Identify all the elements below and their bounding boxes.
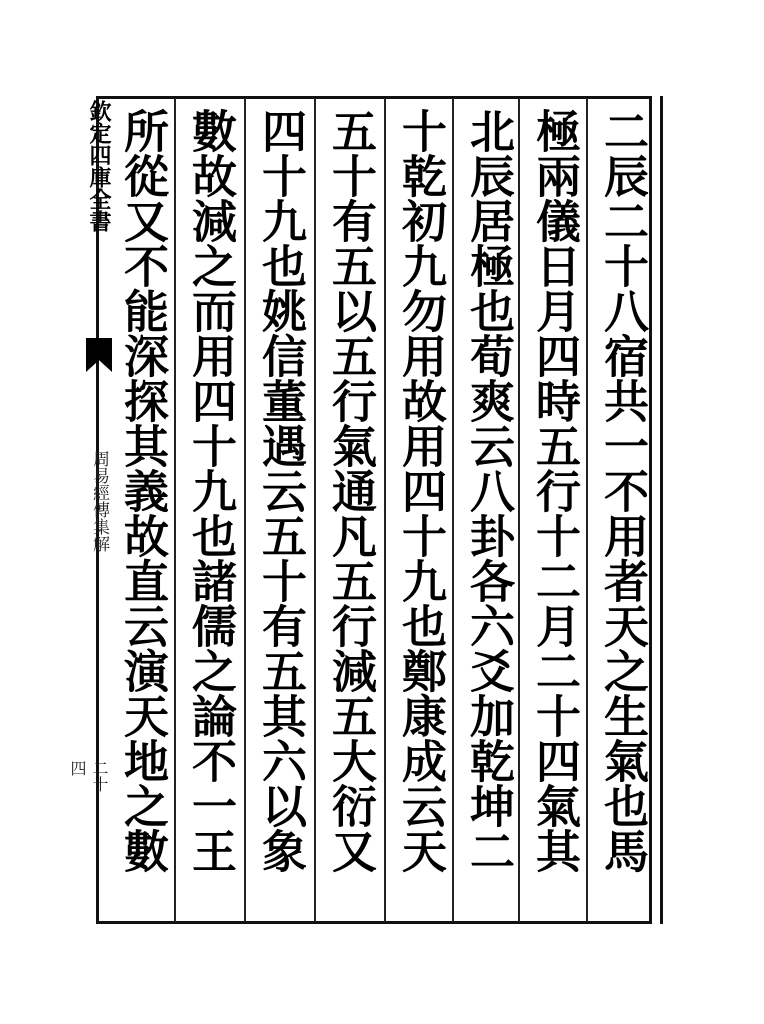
text-column: 極兩儀日月四時五行十二月二十四氣其 <box>528 108 581 873</box>
fishtail-mark-icon <box>86 338 112 372</box>
text-column: 五十有五以五行氣通凡五行減五大衍又 <box>324 108 377 873</box>
text-column: 北辰居極也荀爽云八卦各六爻加乾坤二 <box>462 108 515 873</box>
frame-outer-rule <box>660 96 663 924</box>
column-rule <box>314 98 316 922</box>
text-column: 四十九也姚信董遇云五十有五其六以象 <box>254 108 307 873</box>
text-column: 所從又不能深探其義故直云演天地之數 <box>116 108 169 873</box>
column-rule <box>586 98 588 922</box>
column-rule <box>384 98 386 922</box>
text-column: 二辰二十八宿共一不用者天之生氣也馬 <box>596 108 649 873</box>
banxin-page-number: 二十四 <box>68 760 109 792</box>
column-rule <box>174 98 176 922</box>
column-rule <box>518 98 520 922</box>
banxin-book-title: 周易經傳集解 <box>89 450 109 552</box>
column-rule <box>244 98 246 922</box>
banxin-title: 欽定四庫全書 <box>86 100 112 232</box>
text-column: 數故減之而用四十九也諸儒之論不一王 <box>184 108 237 873</box>
text-column: 十乾初九勿用故用四十九也鄭康成云天 <box>394 108 447 873</box>
column-rule <box>452 98 454 922</box>
